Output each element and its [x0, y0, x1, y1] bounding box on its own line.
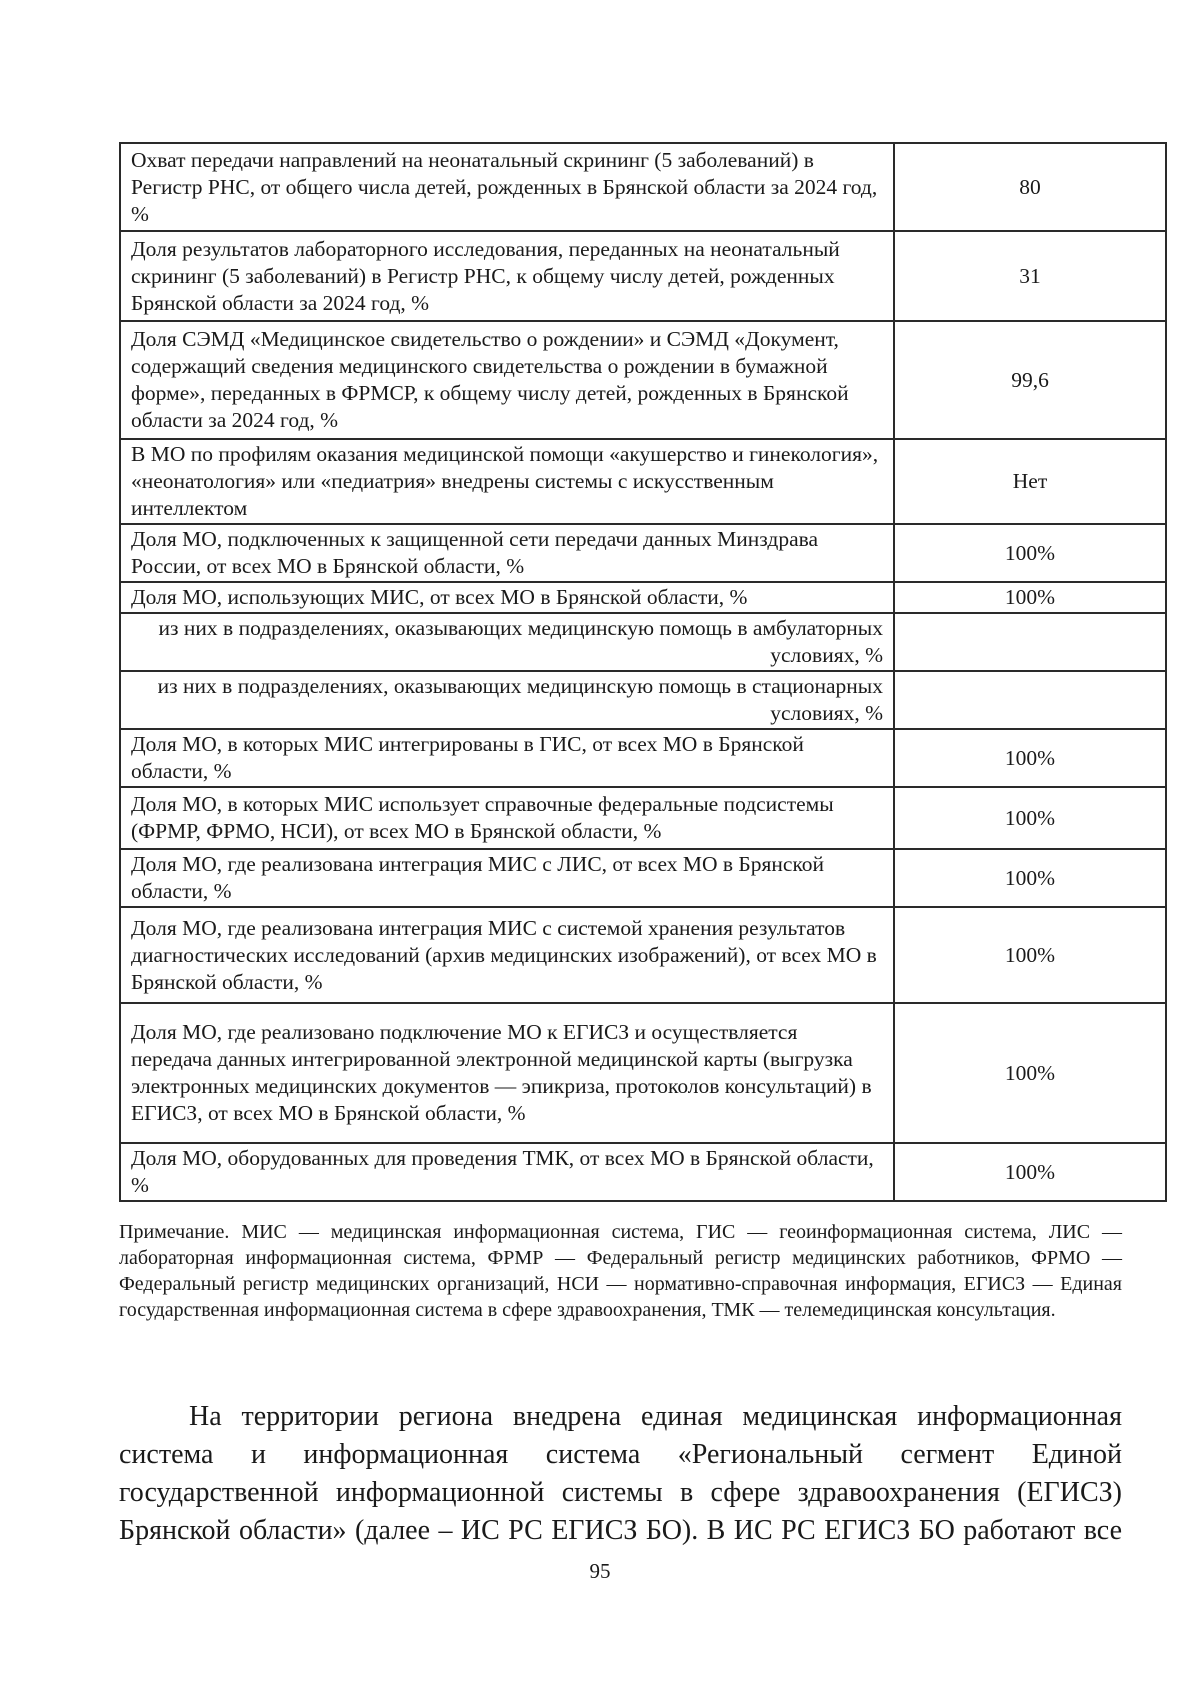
row-value: 100%: [894, 907, 1166, 1003]
table-row: [120, 671, 1166, 729]
row-value: [894, 671, 1166, 729]
table-row: [120, 321, 1166, 439]
table-note: Примечание. МИС — медицинская информационная система, ГИС — геоинформационная система, ЛИС — лабораторная информационная система, ФРМР — Федеральный регистр медицинских работников, ФРМО — Федеральный регистр медицинских организаций, НСИ — нормативно-справочная информация, ЕГИСЗ — Единая государственная информационная система в сфере здравоохранения, ТМК — телемедицинская консультация.: [119, 1221, 1122, 1321]
row-label: В МО по профилям оказания медицинской помощи «акушерство и гинекология», «неонатология» или «педиатрия» внедрены системы с искусственным интеллектом: [120, 439, 894, 524]
table-row: [120, 787, 1166, 849]
row-value: 99,6: [894, 321, 1166, 439]
row-value: 31: [894, 231, 1166, 321]
row-value: [894, 613, 1166, 671]
row-value: Нет: [894, 439, 1166, 524]
row-value: 100%: [894, 729, 1166, 787]
row-value: 80: [894, 143, 1166, 231]
row-value: 100%: [894, 1143, 1166, 1201]
table-row: [120, 524, 1166, 582]
row-label: Доля МО, подключенных к защищенной сети передачи данных Минздрава России, от всех МО в Брянской области, %: [120, 524, 894, 582]
row-value: 100%: [894, 1003, 1166, 1143]
table-row: [120, 582, 1166, 613]
table-row: [120, 729, 1166, 787]
row-value: 100%: [894, 787, 1166, 849]
row-label: Доля МО, где реализовано подключение МО к ЕГИСЗ и осуществляется передача данных интегрированной электронной медицинской карты (выгрузка электронных медицинских документов — эпикриза, протоколов консультаций) в ЕГИСЗ, от всех МО в Брянской области, %: [120, 1003, 894, 1143]
table-row: [120, 439, 1166, 524]
row-label: Доля МО, в которых МИС использует справочные федеральные подсистемы (ФРМР, ФРМО, НСИ), от всех МО в Брянской области, %: [120, 787, 894, 849]
page-number: 95: [589, 1559, 611, 1583]
table-row: [120, 143, 1166, 231]
table-row: [120, 907, 1166, 1003]
body-paragraph: На территории региона внедрена единая медицинская информационная система и информационная система «Региональный сегмент Единой государственной информационной системы в сфере здравоохранения (ЕГИСЗ) Брянской области» (далее – ИС РС ЕГИСЗ БО). В ИС РС ЕГИСЗ БО работают все: [119, 1401, 1122, 1546]
indicators-table: [119, 142, 1167, 1202]
row-value: 100%: [894, 849, 1166, 907]
row-label: Доля МО, в которых МИС интегрированы в ГИС, от всех МО в Брянской области, %: [120, 729, 894, 787]
table-row: [120, 231, 1166, 321]
row-label: Доля МО, где реализована интеграция МИС с ЛИС, от всех МО в Брянской области, %: [120, 849, 894, 907]
row-label: Охват передачи направлений на неонатальный скрининг (5 заболеваний) в Регистр РНС, от общего числа детей, рожденных в Брянской области за 2024 год, %: [120, 143, 894, 231]
row-label: Доля результатов лабораторного исследования, переданных на неонатальный скрининг (5 заболеваний) в Регистр РНС, к общему числу детей, рожденных Брянской области за 2024 год, %: [120, 231, 894, 321]
table-row: [120, 1143, 1166, 1201]
table-row: [120, 849, 1166, 907]
row-label: Доля МО, использующих МИС, от всех МО в Брянской области, %: [120, 582, 894, 613]
row-label: Доля МО, оборудованных для проведения ТМК, от всех МО в Брянской области, %: [120, 1143, 894, 1201]
row-label: Доля МО, где реализована интеграция МИС с системой хранения результатов диагностических исследований (архив медицинских изображений), от всех МО в Брянской области, %: [120, 907, 894, 1003]
row-label: из них в подразделениях, оказывающих медицинскую помощь в стационарных условиях, %: [120, 671, 894, 729]
row-label: Доля СЭМД «Медицинское свидетельство о рождении» и СЭМД «Документ, содержащий сведения медицинского свидетельства о рождении в бумажной форме», переданных в ФРМСР, к общему числу детей, рожденных в Брянской области за 2024 год, %: [120, 321, 894, 439]
table-row: [120, 1003, 1166, 1143]
row-value: 100%: [894, 524, 1166, 582]
row-label: из них в подразделениях, оказывающих медицинскую помощь в амбулаторных условиях, %: [120, 613, 894, 671]
row-value: 100%: [894, 582, 1166, 613]
table-row: [120, 613, 1166, 671]
